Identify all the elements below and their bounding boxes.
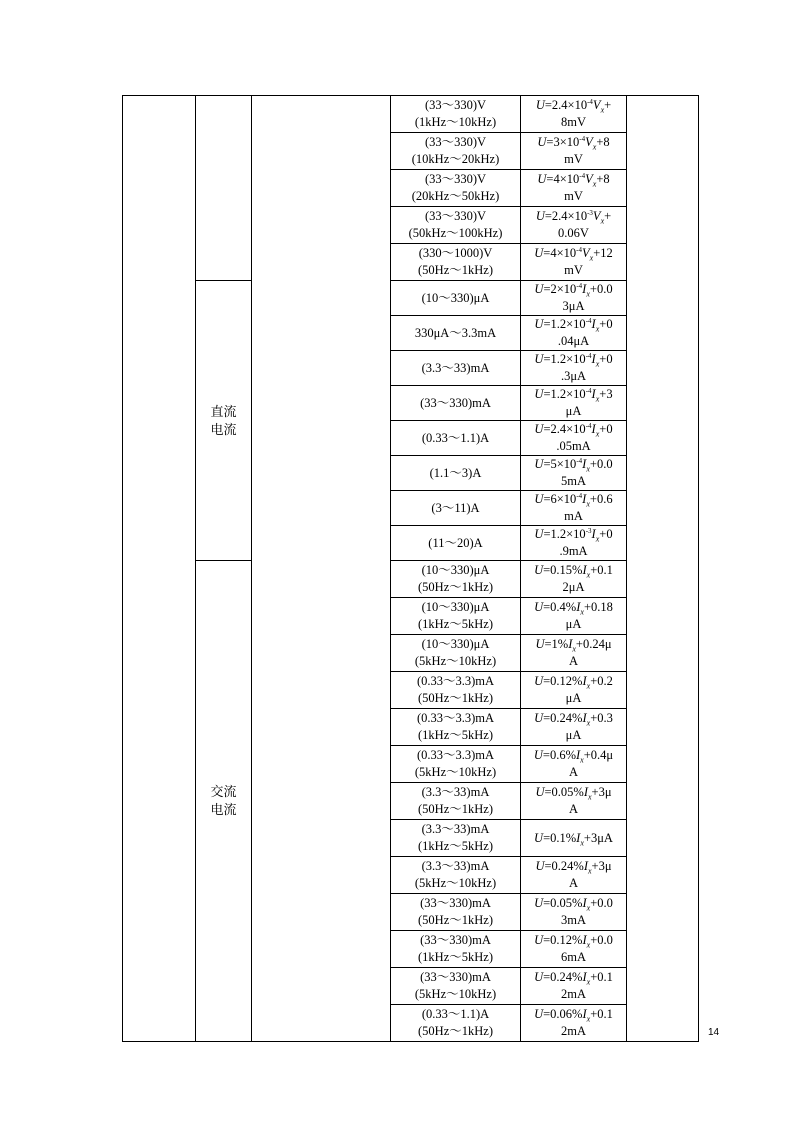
uncertainty-cell [521,635,627,672]
range-text: (1kHz～5kHz) [418,950,493,964]
range-text: (0.33～3.3)mA [416,711,495,725]
range-cell [391,1005,521,1042]
uncertainty-cell [521,456,627,491]
range-text: (5kHz～10kHz) [414,987,497,1001]
calibration-table [122,95,699,1042]
range-text: (50kHz～100kHz) [408,226,503,240]
uncertainty-text: 8mV [561,115,586,129]
uncertainty-text: $U=0.12\%I_x+0.0$ [534,933,613,950]
uncertainty-cell [521,133,627,170]
range-text: (33～330)mA [420,970,491,984]
uncertainty-text: $U=4\times 10^{-4}V_x+8$ [537,171,610,189]
range-cell [391,672,521,709]
uncertainty-text: 2μA [562,580,585,594]
range-text: (0.33～1.1)A [421,430,490,445]
uncertainty-cell [521,170,627,207]
uncertainty-text: mA [564,509,583,523]
uncertainty-text: $U=0.24\%I_x+3\mu$ [535,859,612,876]
uncertainty-text: mV [564,189,583,203]
uncertainty-text: $U=3\times 10^{-4}V_x+8$ [537,134,610,152]
range-text: (1kHz～5kHz) [418,617,493,631]
uncertainty-text: $U=5\times 10^{-4}I_x+0.0$ [534,456,613,474]
range-text: (3～11)A [431,500,480,515]
category-label: 直流 [210,403,237,419]
range-cell [391,526,521,561]
uncertainty-text: mV [564,152,583,166]
range-cell [391,709,521,746]
uncertainty-cell [521,894,627,931]
uncertainty-text: $U=0.05\%I_x+3\mu$ [535,785,612,802]
category-label: 交流 [210,784,237,799]
uncertainty-cell [521,672,627,709]
uncertainty-cell [521,820,627,857]
table-row [123,561,699,598]
remarks-cell [627,96,699,1042]
uncertainty-text: $U=2.4\times 10^{-4}V_x+$ [535,97,612,115]
uncertainty-text: 5mA [561,474,586,488]
category-label: 电流 [210,421,237,437]
uncertainty-cell [521,281,627,316]
uncertainty-text: $U=1.2\times 10^{-3}I_x+0$ [534,526,613,544]
uncertainty-cell [521,1005,627,1042]
uncertainty-cell [521,709,627,746]
uncertainty-text: $U=0.05\%I_x+0.0$ [534,896,613,913]
range-text: (1kHz～10kHz) [414,115,497,129]
uncertainty-cell [521,968,627,1005]
range-cell [391,244,521,281]
range-text: (330～1000)V [418,246,493,260]
range-text: (5kHz～10kHz) [414,876,497,890]
range-text: (10～330)μA [421,563,490,577]
uncertainty-text: 6mA [561,950,586,964]
uncertainty-cell [521,96,627,133]
range-text: (10～330)μA [421,290,490,305]
range-cell [391,316,521,351]
uncertainty-text: 3μA [562,299,585,313]
range-text: (50Hz～1kHz) [418,802,493,816]
category-cell [196,281,252,561]
uncertainty-text: μA [565,691,582,705]
uncertainty-text: $U=6\times 10^{-4}I_x+0.6$ [534,491,613,509]
uncertainty-text: μA [565,404,582,418]
uncertainty-text: $U=1.2\times 10^{-4}I_x+0$ [534,351,613,369]
range-cell [391,421,521,456]
range-text: (33～330)V [424,135,487,149]
range-cell [391,281,521,316]
uncertainty-text: A [568,765,579,779]
uncertainty-text: .3μA [560,369,587,383]
range-text: (33～330)V [424,209,487,223]
uncertainty-text: $U=1.2\times 10^{-4}I_x+3$ [534,386,613,404]
range-text: (1kHz～5kHz) [418,839,493,853]
uncertainty-text: $U=1.2\times 10^{-4}I_x+0$ [534,316,613,334]
range-text: (10～330)μA [421,600,490,614]
category-label: 电流 [210,802,237,817]
uncertainty-text: $U=0.4\%I_x+0.18$ [534,600,613,617]
table-row [123,96,699,133]
uncertainty-cell [521,491,627,526]
range-cell [391,820,521,857]
uncertainty-text: A [568,654,579,668]
range-cell [391,635,521,672]
range-text: (50Hz～1kHz) [418,263,493,277]
measurement-range-cell [252,96,391,1042]
range-text: (11～20)A [428,535,483,550]
uncertainty-cell [521,244,627,281]
range-cell [391,968,521,1005]
uncertainty-text: A [568,802,579,816]
table-row [123,281,699,316]
uncertainty-text: mV [564,263,583,277]
range-cell [391,96,521,133]
range-text: 330μA～3.3mA [414,325,497,340]
uncertainty-text: .9mA [559,544,588,558]
uncertainty-cell [521,207,627,244]
uncertainty-text: A [568,876,579,890]
range-text: (3.3～33)mA [421,859,490,873]
range-cell [391,598,521,635]
range-text: (50Hz～1kHz) [418,1024,493,1038]
range-cell [391,783,521,820]
uncertainty-text: $U=0.24\%I_x+0.3$ [534,711,613,728]
range-text: (0.33～1.1)A [421,1007,490,1021]
range-text: (3.3～33)mA [421,360,490,375]
uncertainty-text: $U=2.4\times 10^{-3}V_x+$ [535,208,612,226]
range-cell [391,491,521,526]
uncertainty-text: $U=0.24\%I_x+0.1$ [534,970,613,987]
uncertainty-cell [521,421,627,456]
range-cell [391,207,521,244]
range-cell [391,894,521,931]
range-text: (33～330)mA [420,933,491,947]
uncertainty-text: $U=2\times 10^{-4}I_x+0.0$ [534,281,613,299]
range-text: (50Hz～1kHz) [418,691,493,705]
uncertainty-text: $U=0.6\%I_x+0.4\mu$ [533,748,614,765]
uncertainty-cell [521,561,627,598]
range-text: (20kHz～50kHz) [411,189,500,203]
category-cell [196,561,252,1042]
uncertainty-cell [521,386,627,421]
category-cell [196,96,252,281]
range-text: (33～330)mA [420,896,491,910]
uncertainty-cell [521,351,627,386]
range-text: (5kHz～10kHz) [414,765,497,779]
page-number: 14 [708,1027,720,1038]
range-text: (5kHz～10kHz) [414,654,497,668]
range-text: (1kHz～5kHz) [418,728,493,742]
range-text: (0.33～3.3)mA [416,674,495,688]
range-cell [391,386,521,421]
uncertainty-text: μA [565,728,582,742]
uncertainty-text: .05mA [556,439,591,453]
range-text: (33～330)mA [420,395,491,410]
range-text: (3.3～33)mA [421,822,490,836]
range-cell [391,857,521,894]
uncertainty-text: $U=0.1\%I_x+3\mu A$ [534,830,613,847]
range-text: (50Hz～1kHz) [418,913,493,927]
range-text: (50Hz～1kHz) [418,580,493,594]
uncertainty-text: 3mA [561,913,586,927]
uncertainty-cell [521,783,627,820]
uncertainty-text: 2mA [561,987,586,1001]
uncertainty-text: $U=2.4\times 10^{-4}I_x+0$ [534,421,613,439]
uncertainty-text: $U=0.06\%I_x+0.1$ [534,1007,613,1024]
range-cell [391,351,521,386]
range-cell [391,931,521,968]
range-cell [391,170,521,207]
uncertainty-cell [521,526,627,561]
table-body [123,96,699,1042]
uncertainty-cell [521,931,627,968]
uncertainty-cell [521,746,627,783]
range-cell [391,561,521,598]
uncertainty-text: .04μA [557,334,590,348]
range-text: (10kHz～20kHz) [411,152,500,166]
uncertainty-text: $U=1\%I_x+0.24\mu$ [535,637,612,654]
range-text: (33～330)V [424,172,487,186]
range-text: (10～330)μA [421,637,490,651]
uncertainty-text: $U=0.15\%I_x+0.1$ [534,563,613,580]
range-cell [391,133,521,170]
uncertainty-cell [521,598,627,635]
uncertainty-text: μA [565,617,582,631]
range-text: (1.1～3)A [429,465,482,480]
uncertainty-text: 2mA [561,1024,586,1038]
uncertainty-text: $U=0.12\%I_x+0.2$ [534,674,613,691]
range-text: (33～330)V [424,98,487,112]
uncertainty-text: $U=4\times 10^{-4}V_x+12$ [534,245,613,263]
range-cell [391,456,521,491]
uncertainty-cell [521,316,627,351]
item-cell [123,96,196,1042]
range-cell [391,746,521,783]
uncertainty-cell [521,857,627,894]
range-text: (0.33～3.3)mA [416,748,495,762]
uncertainty-text: 0.06V [558,226,589,240]
range-text: (3.3～33)mA [421,785,490,799]
